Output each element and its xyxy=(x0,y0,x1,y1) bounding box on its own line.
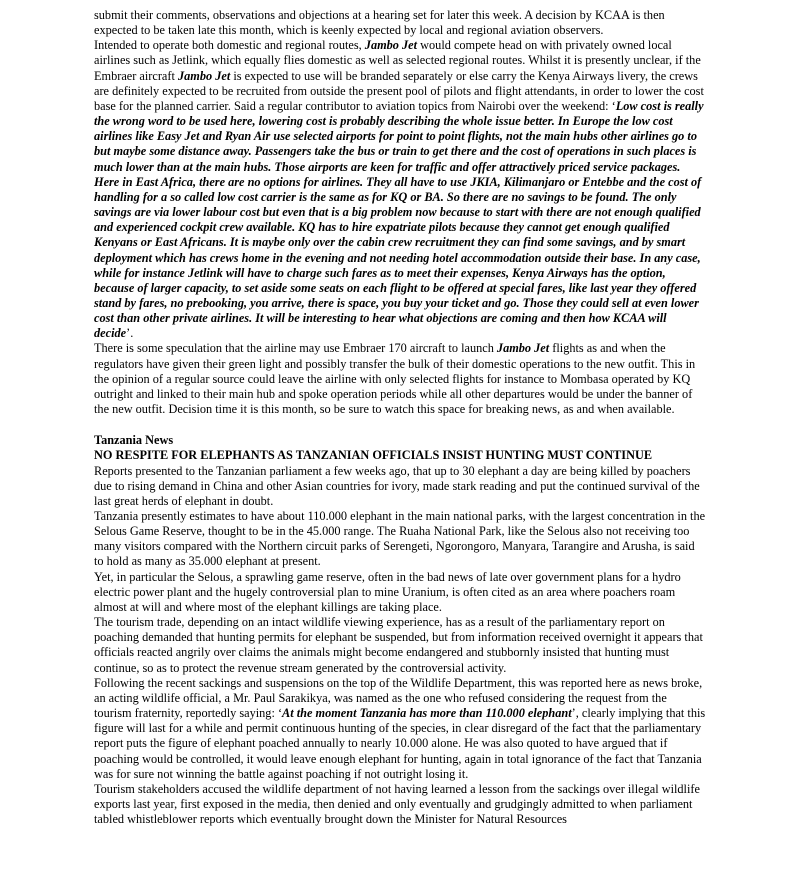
text-run: ’. xyxy=(126,326,134,341)
text-run: There is some speculation that the airline may use Embraer 170 aircraft to launch xyxy=(94,341,497,356)
paragraph-tourism-trade: The tourism trade, depending on an intact wildlife viewing experience, has as a result of the parliamentary report on poaching demanded that hunting permits for elephant be suspended, but from information received overnight it appears that officials reacted angrily over claims the animals might become endangered and stubbornly insisted that hunting must continue, so as to protect the revenue stream generated by the controversial activity. xyxy=(94,615,703,675)
official-quote: At the moment Tanzania has more than 110.000 elephant xyxy=(282,706,572,721)
text-run: Following the recent sackings and suspensions on the top of the Wildlife Department, this was reported here as news broke, an acting wildlife official, a Mr. Paul Sarakikya, was named as the one who refused considering the request from the tourism fraternity, reportedly saying: ‘ xyxy=(94,675,703,721)
text-run: would compete head on with privately owned local airlines such as Jetlink, which equally flies domestic as well as selected regional routes. Whilst it is presently unclear, if the Embraer aircraft xyxy=(94,38,701,83)
section-title: Tanzania News xyxy=(94,433,174,448)
paragraph-parliament-report: Reports presented to the Tanzanian parliament a few weeks ago, that up to 30 elephant a day are being killed by poachers due to rising demand in China and other Asian countries for ivory, made stark reading and put the continued survival of the last great herds of elephant in doubt. xyxy=(94,463,700,508)
text-run: flights as and when the regulators have given their green light and possibly transfer the bulk of their domestic operations to the new outfit. This in the opinion of a regular source could leave the airline with only selected flights for instance to Mombasa operated by KQ outright and linked to their main hub and spoke operation periods while all other departures would be under the banner of the new outfit. Decision time it is this month, so be sure to watch this space for breaking news, as and when available. xyxy=(94,341,696,417)
contributor-quote: Low cost is really the wrong word to be used here, lowering cost is probably describing the whole issue better. In Europe the low cost airlines like Easy Jet and Ryan Air use selected airports for point to point flights, not the main hubs other airlines go to but maybe some distance away. Passengers take the bus or train to get there and the cost of operations in such places is much lower than at the main hubs. Those airports are keen for traffic and offer attractively priced service packages. Here in East Africa, there are no options for airlines. They all have to use JKIA, Kilimanjaro or Entebbe and the cost of handling for a so called low cost carrier is the same as for KQ or BA. So there are no savings to be found. The only savings are via lower labour cost but even that is a big problem now because to start with there are not enough qualified and experienced cockpit crew available. KQ has to hire expatriate pilots because they cannot get enough qualified Kenyans or East Africans. It is maybe only over the cabin crew recruitment they can find some savings, and by smart deployment which has crews home in the evening and not needing hotel accommodation outside their base. In any case, while for instance Jetlink will have to charge such fares as to meet their expenses, Kenya Airways has the option, because of larger capacity, to set aside some seats on each flight to be offered at special fares, like last year they offered stand by fares, no prebooking, you arrive, there is space, you buy your ticket and go. Those they could sell at even lower cost than other private airlines. It will be interesting to hear what objections are coming and then how KCAA will decide xyxy=(94,98,704,341)
article-headline: NO RESPITE FOR ELEPHANTS AS TANZANIAN OFFICIALS INSIST HUNTING MUST CONTINUE xyxy=(94,448,653,463)
paragraph-elephant-estimates: Tanzania presently estimates to have about 110.000 elephant in the main national parks, with the largest concentration in the Selous Game Reserve, thought to be in the 45.000 range. The Ruaha National Park, like the Selous also not receiving too many visitors compared with the Northern circuit parks of Serengeti, Ngorongoro, Manyara, Tarangire and Arusha, is said to hold as many as 35.000 elephant at present. xyxy=(94,509,706,569)
section-spacer xyxy=(94,417,706,433)
jambo-jet-name: Jambo Jet xyxy=(496,341,550,356)
jambo-jet-name: Jambo Jet xyxy=(177,68,231,83)
jambo-jet-name: Jambo Jet xyxy=(364,38,418,53)
paragraph-kcaa-hearing: submit their comments, observations and objections at a hearing set for later this week. A decision by KCAA is then expected to be taken late this month, which is keenly expected by local and regional aviation observers. xyxy=(94,8,665,38)
document-page xyxy=(94,8,706,827)
paragraph-jambo-jet-routes xyxy=(94,38,706,341)
text-run: ’, clearly implying that this figure will last for a while and permit continuous hunting of the species, in clear disregard of the fact that the parliamentary report puts the figure of elephant poached annually to nearly 10.000 alone. He was also quoted to have argued that if poaching would be controlled, it would leave enough elephant for hunting, again in total ignorance of the fact that Tanzania was for sure not winning the battle against poaching if not outright losing it. xyxy=(94,706,706,781)
text-run: Intended to operate both domestic and regional routes, xyxy=(94,38,365,53)
paragraph-stakeholders: Tourism stakeholders accused the wildlife department of not having learned a lesson from the sackings over illegal wildlife exports last year, first exposed in the media, then denied and only eventually and grudgingly admitted to when parliament tabled whistleblower reports which eventually brought down the Minister for Natural Resources xyxy=(94,781,700,827)
paragraph-selous: Yet, in particular the Selous, a sprawling game reserve, often in the bad news of late over government plans for a hydro electric power plant and the hugely controversial plan to mine Uranium, is often cited as an area where poachers roam almost at will and where most of the elephant killings are taking place. xyxy=(94,569,681,614)
paragraph-sackings xyxy=(94,676,706,782)
paragraph-embraer-speculation xyxy=(94,341,706,417)
text-run: is expected to use will be branded separately or else carry the Kenya Airways livery, the crews are definitely expected to be recruited from outside the present pool of pilots and flight attendants, in order to lower the cost base for the planned carrier. Said a regular contributor to aviation topics from Nairobi over the weekend: ‘ xyxy=(94,68,704,113)
